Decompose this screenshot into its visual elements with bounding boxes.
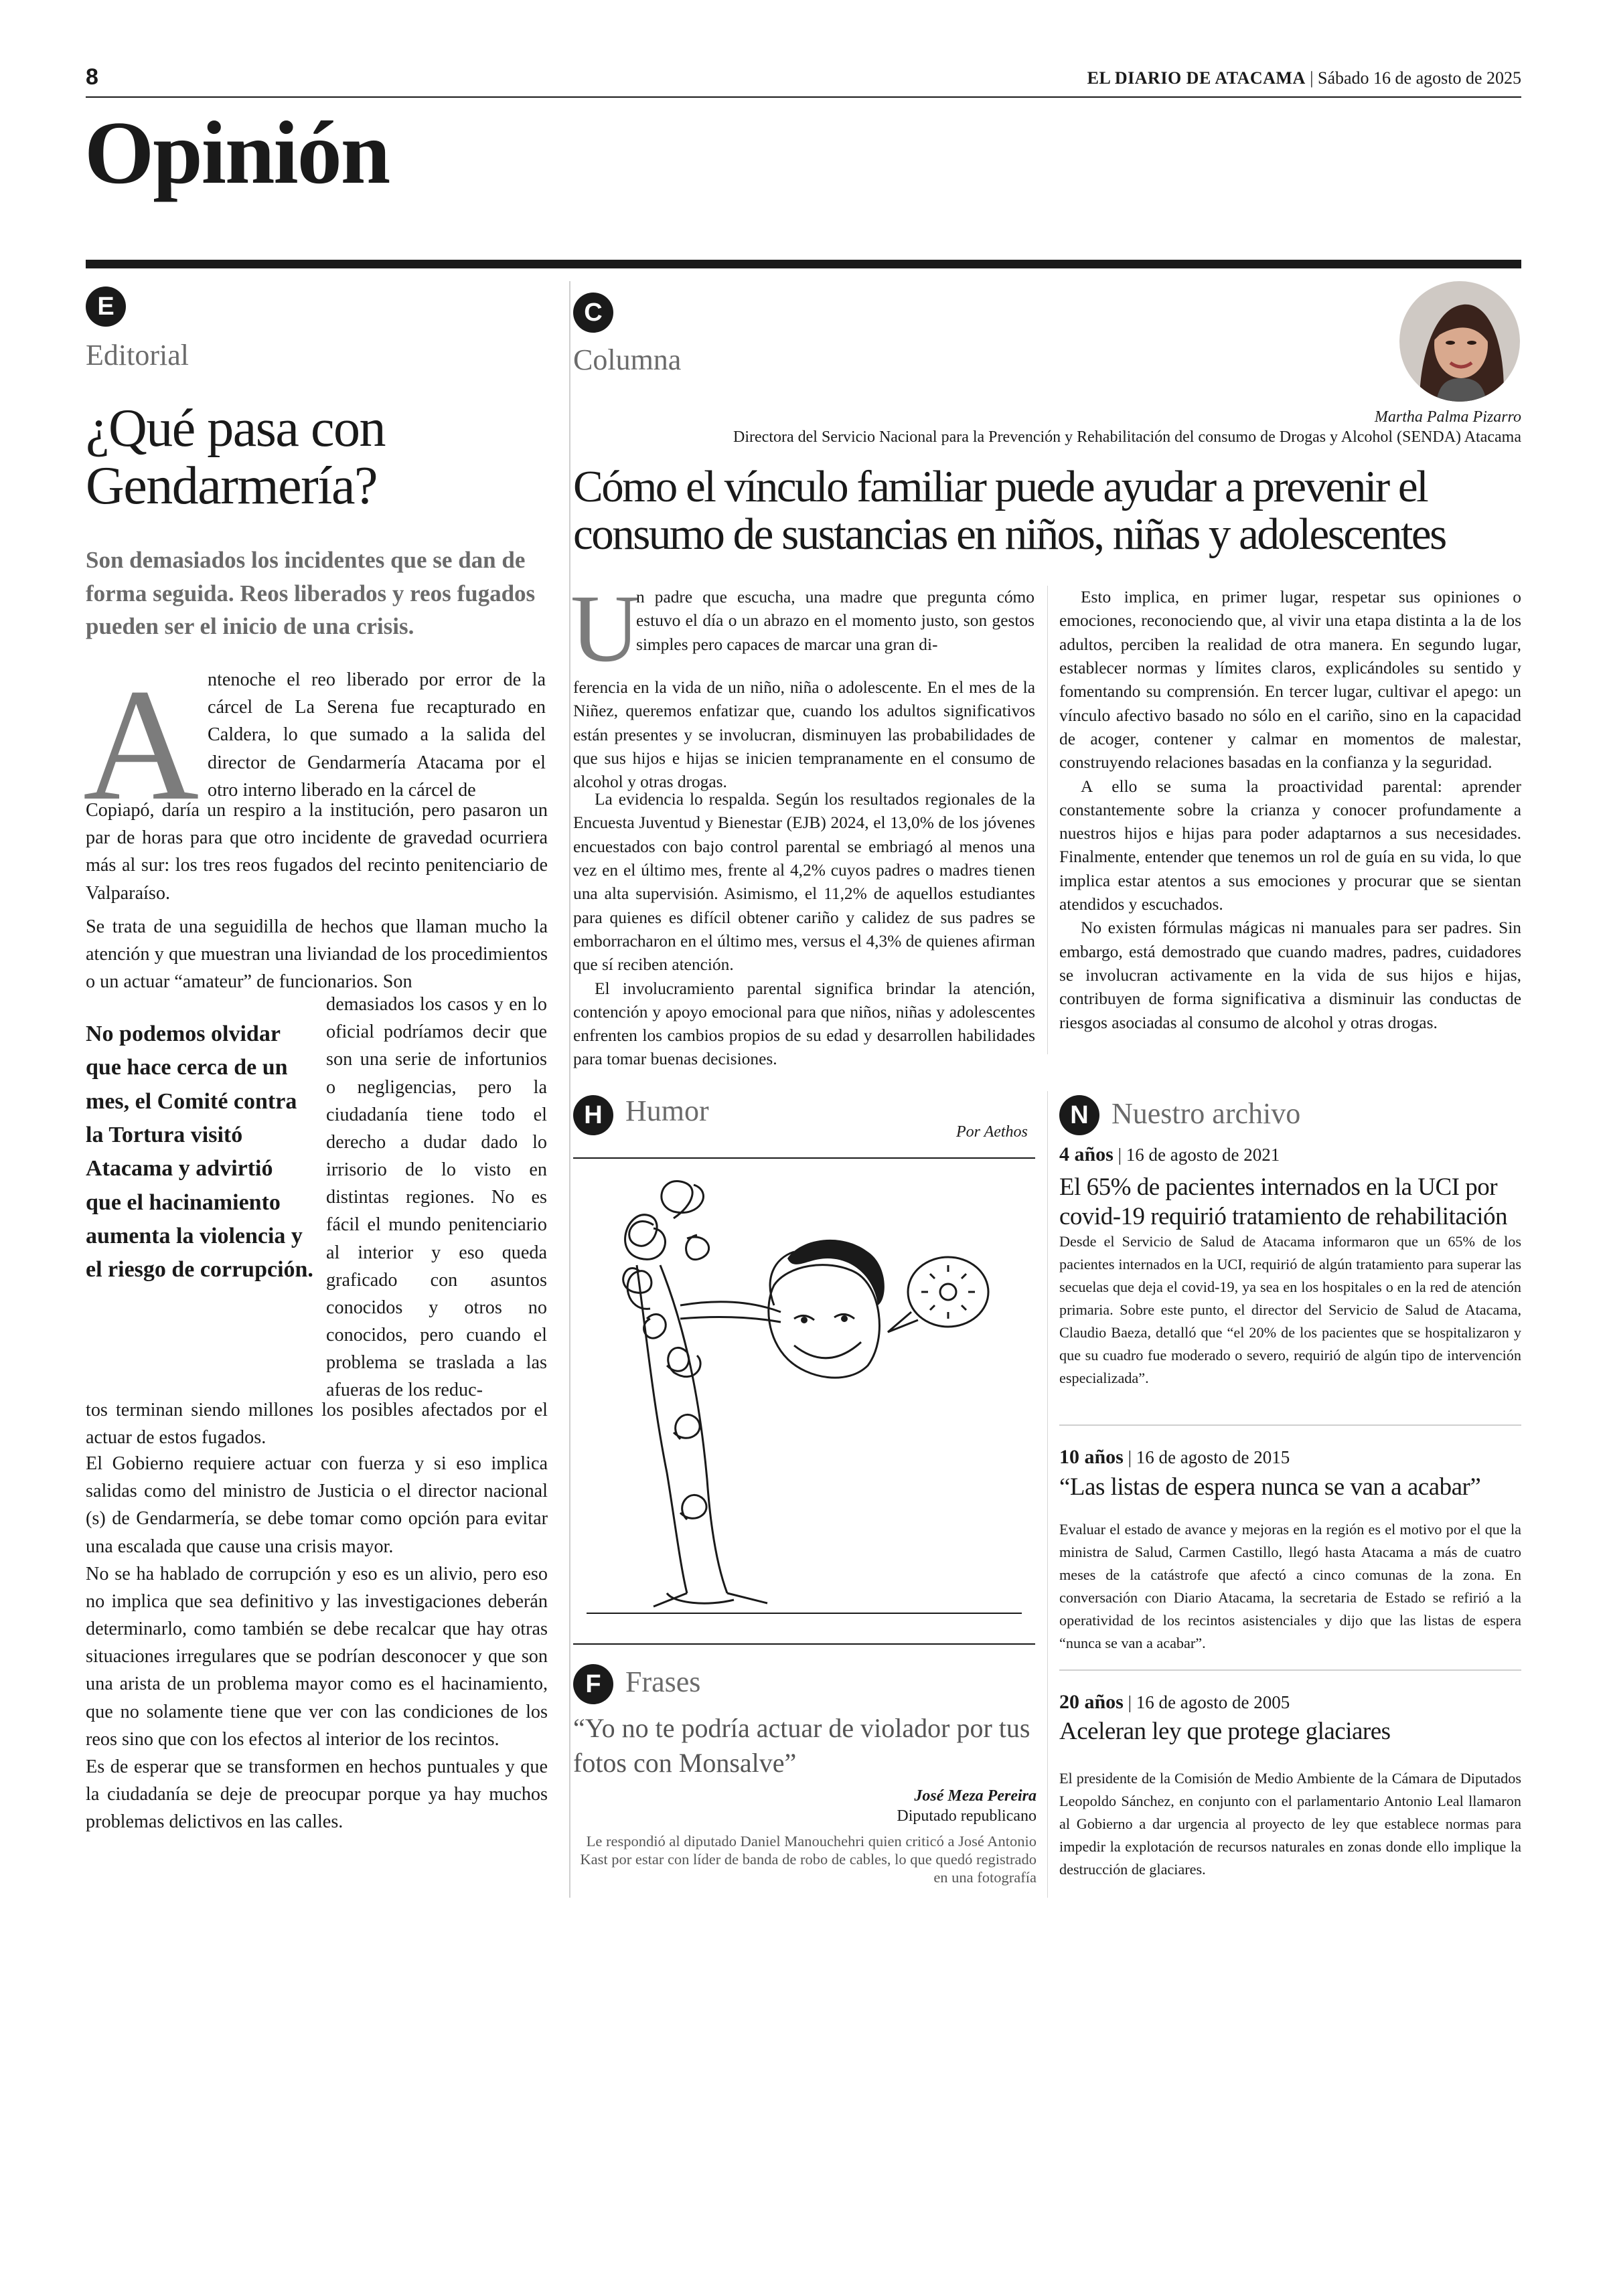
archive-meta-separator: |	[1128, 1447, 1136, 1467]
humor-cartoon	[573, 1165, 1035, 1633]
archive-years: 4 años	[1059, 1143, 1114, 1165]
archive-body: Evaluar el estado de avance y mejoras en la región es el motivo por el que la ministra de Salud, Carmen Castillo, llegó hasta Atacama a más de cuatro meses de la catástrofe que afectó a cinco comunas de la zona. En conversación con Diario Atacama, la secretaria de Estado se refirió a la operatividad de los recintos asistenciales y dijo que las listas de espera “nunca se van a acabar”.	[1059, 1521, 1521, 1651]
author-name: Martha Palma Pizarro	[1374, 408, 1521, 426]
archive-date: 16 de agosto de 2021	[1126, 1145, 1280, 1165]
archive-meta-separator: |	[1118, 1145, 1126, 1165]
archive-item-meta	[1059, 1691, 1290, 1714]
column-paragraph: El involucramiento parental significa brindar la atención, contención y apoyo emocional para que niños, niñas y adolescentes enfrenten los cambios propios de su edad y desarrollen habilidades para tomar buenas decisiones.	[573, 979, 1035, 1069]
archive-rule	[1059, 1669, 1521, 1671]
archive-item-meta	[1059, 1446, 1290, 1469]
archive-body: Desde el Servicio de Salud de Atacama informaron que un 65% de los pacientes internados en la UCI, requirió de algún tratamiento para superar las secuelas que deja el covid-19, ya sea en los hospitales o en la red de atención primaria. Sobre este punto, el director del Servicio de Salud de Atacama, Claudio Baeza, detalló que “el 20% de los pacientes que se hospitalizaron y que su cuadro fue moderado o severo, requirió de algún tipo de intervención especializada”.	[1059, 1233, 1521, 1386]
column-paragraph: ferencia en la vida de un niño, niña o adolescente. En el mes de la Niñez, queremos enfatizar que, cuando los adultos significativos están presentes y se involucran, disminuyen las probabilidades de que sus hijos e hijas se inicien tempranamente en el consumo de alcohol y otras drogas.	[573, 678, 1035, 792]
archive-rule	[1059, 1424, 1521, 1426]
frases-name: José Meza Pereira	[914, 1787, 1037, 1805]
editorial-kicker: Editorial	[86, 339, 189, 372]
column-paragraph: No existen fórmulas mágicas ni manuales para ser padres. Sin embargo, está demostrado que cuando madres, padres, cuidadores se involucran activamente en la vida de sus hijos e hijas, contribuyen de forma significativa a disminuir las conductas de riesgos asociadas al consumo de alcohol y otras drogas.	[1059, 918, 1521, 1032]
editorial-paragraph: Copiapó, daría un respiro a la institución, pero pasaron un par de horas para que otro incidente de gravedad ocurriera más al sur: los tres reos fugados del recinto penitenciario de Valparaíso.	[86, 800, 548, 904]
archive-headline: “Las listas de espera nunca se van a acabar”	[1059, 1473, 1481, 1501]
frases-role: Diputado republicano	[897, 1807, 1037, 1825]
editorial-paragraph: ntenoche el reo liberado por error de la cárcel de La Serena fue recapturado en Caldera, lo que sumado a la salida del director de Gendarmería Atacama por el otro interno liberado en la cárcel de	[208, 669, 546, 801]
humor-credit: Por Aethos	[956, 1123, 1028, 1141]
column-text-divider	[1047, 586, 1048, 1054]
archive-body: El presidente de la Comisión de Medio Ambiente de la Cámara de Diputados Leopoldo Sánchez, en conjunto con el parlamentario Antonio Leal llamaron al Gobierno a dar urgencia al proyecto de ley que establece normas para impedir la explotación de recursos naturales en zonas donde ello implique la destrucción de glaciares.	[1059, 1770, 1521, 1878]
frases-quote: “Yo no te podría actuar de violador por tus fotos con Monsalve”	[573, 1713, 1030, 1778]
column-dropcap: U	[570, 576, 640, 682]
editorial-dropcap: A	[83, 655, 200, 833]
archive-kicker: Nuestro archivo	[1112, 1097, 1301, 1130]
newspaper-name: EL DIARIO DE ATACAMA	[1087, 68, 1306, 88]
archive-divider	[1047, 1091, 1048, 1898]
column-body-right	[1059, 586, 1521, 1035]
column-paragraph: Esto implica, en primer lugar, respetar sus opiniones o emociones, reconociendo que, al vivir una etapa distinta a la de los adultos, perciben la realidad de otra manera. En segundo lugar, establecer normas y límites claros, explicándoles su sentido y fomentando su comprensión. En tercer lugar, cultivar el apego: un vínculo afectivo basado no sólo en el cariño, sino en la capacidad de acoger, contener y calmar en momentos de malestar, construyendo relaciones basadas en la confianza y la seguridad.	[1059, 588, 1521, 772]
editorial-paragraph: No se ha hablado de corrupción y eso es un alivio, pero eso no implica que sea definitivo y las investigaciones deberán determinarlo, como también se debe recalcar que hay otras situaciones irregulares que se podrían desconocer y que son una arista de un problema mayor como es el hacinamiento, que no solamente tiene que ver con las condiciones de los reos sino que con los efectos al interior de los recintos.	[86, 1563, 548, 1750]
column-paragraph: A ello se suma la proactividad parental: aprender constantemente sobre la crianza y conocer profundamente a nuestros hijos e hijas para poder adaptarnos a sus necesidades. Finalmente, entender que tenemos un rol de guía en su vida, lo que implica estar atentos a sus emociones y procurar que se sientan atendidos y escuchados.	[1059, 776, 1521, 914]
author-photo	[1399, 281, 1520, 402]
humor-badge: H	[573, 1095, 613, 1135]
header-rule	[86, 96, 1521, 98]
humor-rule	[573, 1157, 1035, 1159]
author-role: Directora del Servicio Nacional para la Prevención y Rehabilitación del consumo de Drogas y Alcohol (SENDA) Atacama	[733, 428, 1521, 446]
editorial-paragraph: demasiados los casos y en lo oficial podríamos decir que son una serie de infortunios o negligencias, pero la ciudadanía tiene todo el derecho a dudar dado lo irrisorio de lo visto en distintas regiones. No es fácil el mundo penitenciario al interior y eso queda graficado con asuntos conocidos y otros no conocidos, pero cuando el problema se traslada a las afueras de los reduc-	[326, 994, 547, 1401]
editorial-body	[86, 1450, 548, 1835]
editorial-paragraph: Es de esperar que se transformen en hechos puntuales y que la ciudadanía se deje de preocupar porque ya hay muchos problemas delictivos en las calles.	[86, 1756, 548, 1833]
archive-headline: El 65% de pacientes internados en la UCI por covid-19 requirió tratamiento de rehabilitación	[1059, 1173, 1507, 1231]
archive-date: 16 de agosto de 2015	[1136, 1447, 1290, 1467]
archive-badge: N	[1059, 1095, 1099, 1135]
column-divider	[569, 281, 570, 1898]
editorial-deck: Son demasiados los incidentes que se dan de forma seguida. Reos liberados y reos fugados pueden ser el inicio de una crisis.	[86, 547, 536, 640]
column-kicker: Columna	[573, 343, 682, 376]
editorial-pull-quote: No podemos olvidar que hace cerca de un mes, el Comité contra la Tortura visitó Atacama y advirtió que el hacinamiento aumenta la violencia y el riesgo de corrupción.	[86, 1021, 313, 1283]
masthead-separator: |	[1310, 68, 1318, 88]
archive-headline: Aceleran ley que protege glaciares	[1059, 1718, 1391, 1745]
humor-kicker: Humor	[625, 1094, 709, 1127]
archive-years: 20 años	[1059, 1691, 1124, 1713]
column-body-left	[573, 788, 1035, 1072]
column-badge: C	[573, 293, 613, 333]
page-number: 8	[86, 64, 98, 90]
frases-kicker: Frases	[625, 1665, 701, 1698]
column-headline: Cómo el vínculo familiar puede ayudar a prevenir el consumo de sustancias en niños, niñas y adolescentes	[573, 462, 1446, 560]
editorial-paragraph: tos terminan siendo millones los posibles afectados por el actuar de estos fugados.	[86, 1400, 548, 1449]
frases-context: Le respondió al diputado Daniel Manouchehri quien criticó a José Antonio Kast por estar con líder de banda de robo de cables, lo que quedó registrado en una fotografía	[580, 1833, 1037, 1886]
editorial-headline: ¿Qué pasa con Gendarmería?	[86, 399, 385, 515]
editorial-badge: E	[86, 286, 126, 327]
issue-date: Sábado 16 de agosto de 2025	[1317, 68, 1521, 88]
masthead	[1087, 68, 1521, 88]
section-title: Opinión	[84, 103, 390, 202]
archive-meta-separator: |	[1128, 1692, 1136, 1712]
frases-badge: F	[573, 1664, 613, 1704]
section-rule	[86, 260, 1521, 268]
editorial-paragraph: Se trata de una seguidilla de hechos que llaman mucho la atención y que muestran una liviandad de los procedimientos o un actuar “amateur” de funcionarios. Son	[86, 916, 548, 993]
column-paragraph: n padre que escucha, una madre que pregunta cómo estuvo el día o un abrazo en el momento justo, son gestos simples pero capaces de marcar una gran di-	[636, 588, 1035, 654]
archive-date: 16 de agosto de 2005	[1136, 1692, 1290, 1712]
humor-bottom-rule	[573, 1643, 1035, 1645]
editorial-paragraph: El Gobierno requiere actuar con fuerza y si eso implica salidas como del ministro de Justicia o el director nacional (s) de Gendarmería, se debe tomar como opción para evitar una escalada que cause una crisis mayor.	[86, 1453, 548, 1557]
archive-item-meta	[1059, 1143, 1280, 1166]
archive-years: 10 años	[1059, 1446, 1124, 1468]
column-paragraph: La evidencia lo respalda. Según los resultados regionales de la Encuesta Juventud y Bienestar (EJB) 2024, el 13,0% de los jóvenes encuestados con bajo control parental se embriagó al menos una vez en el último mes, frente al 4,2% cuyos padres o madres tienen una alta supervisión. Asimismo, el 11,2% de aquellos estudiantes para quienes es difícil obtener cariño y calidez de sus padres se emborracharon en el último mes, versus el 4,3% de quienes afirman que sí reciben atención.	[573, 790, 1035, 975]
